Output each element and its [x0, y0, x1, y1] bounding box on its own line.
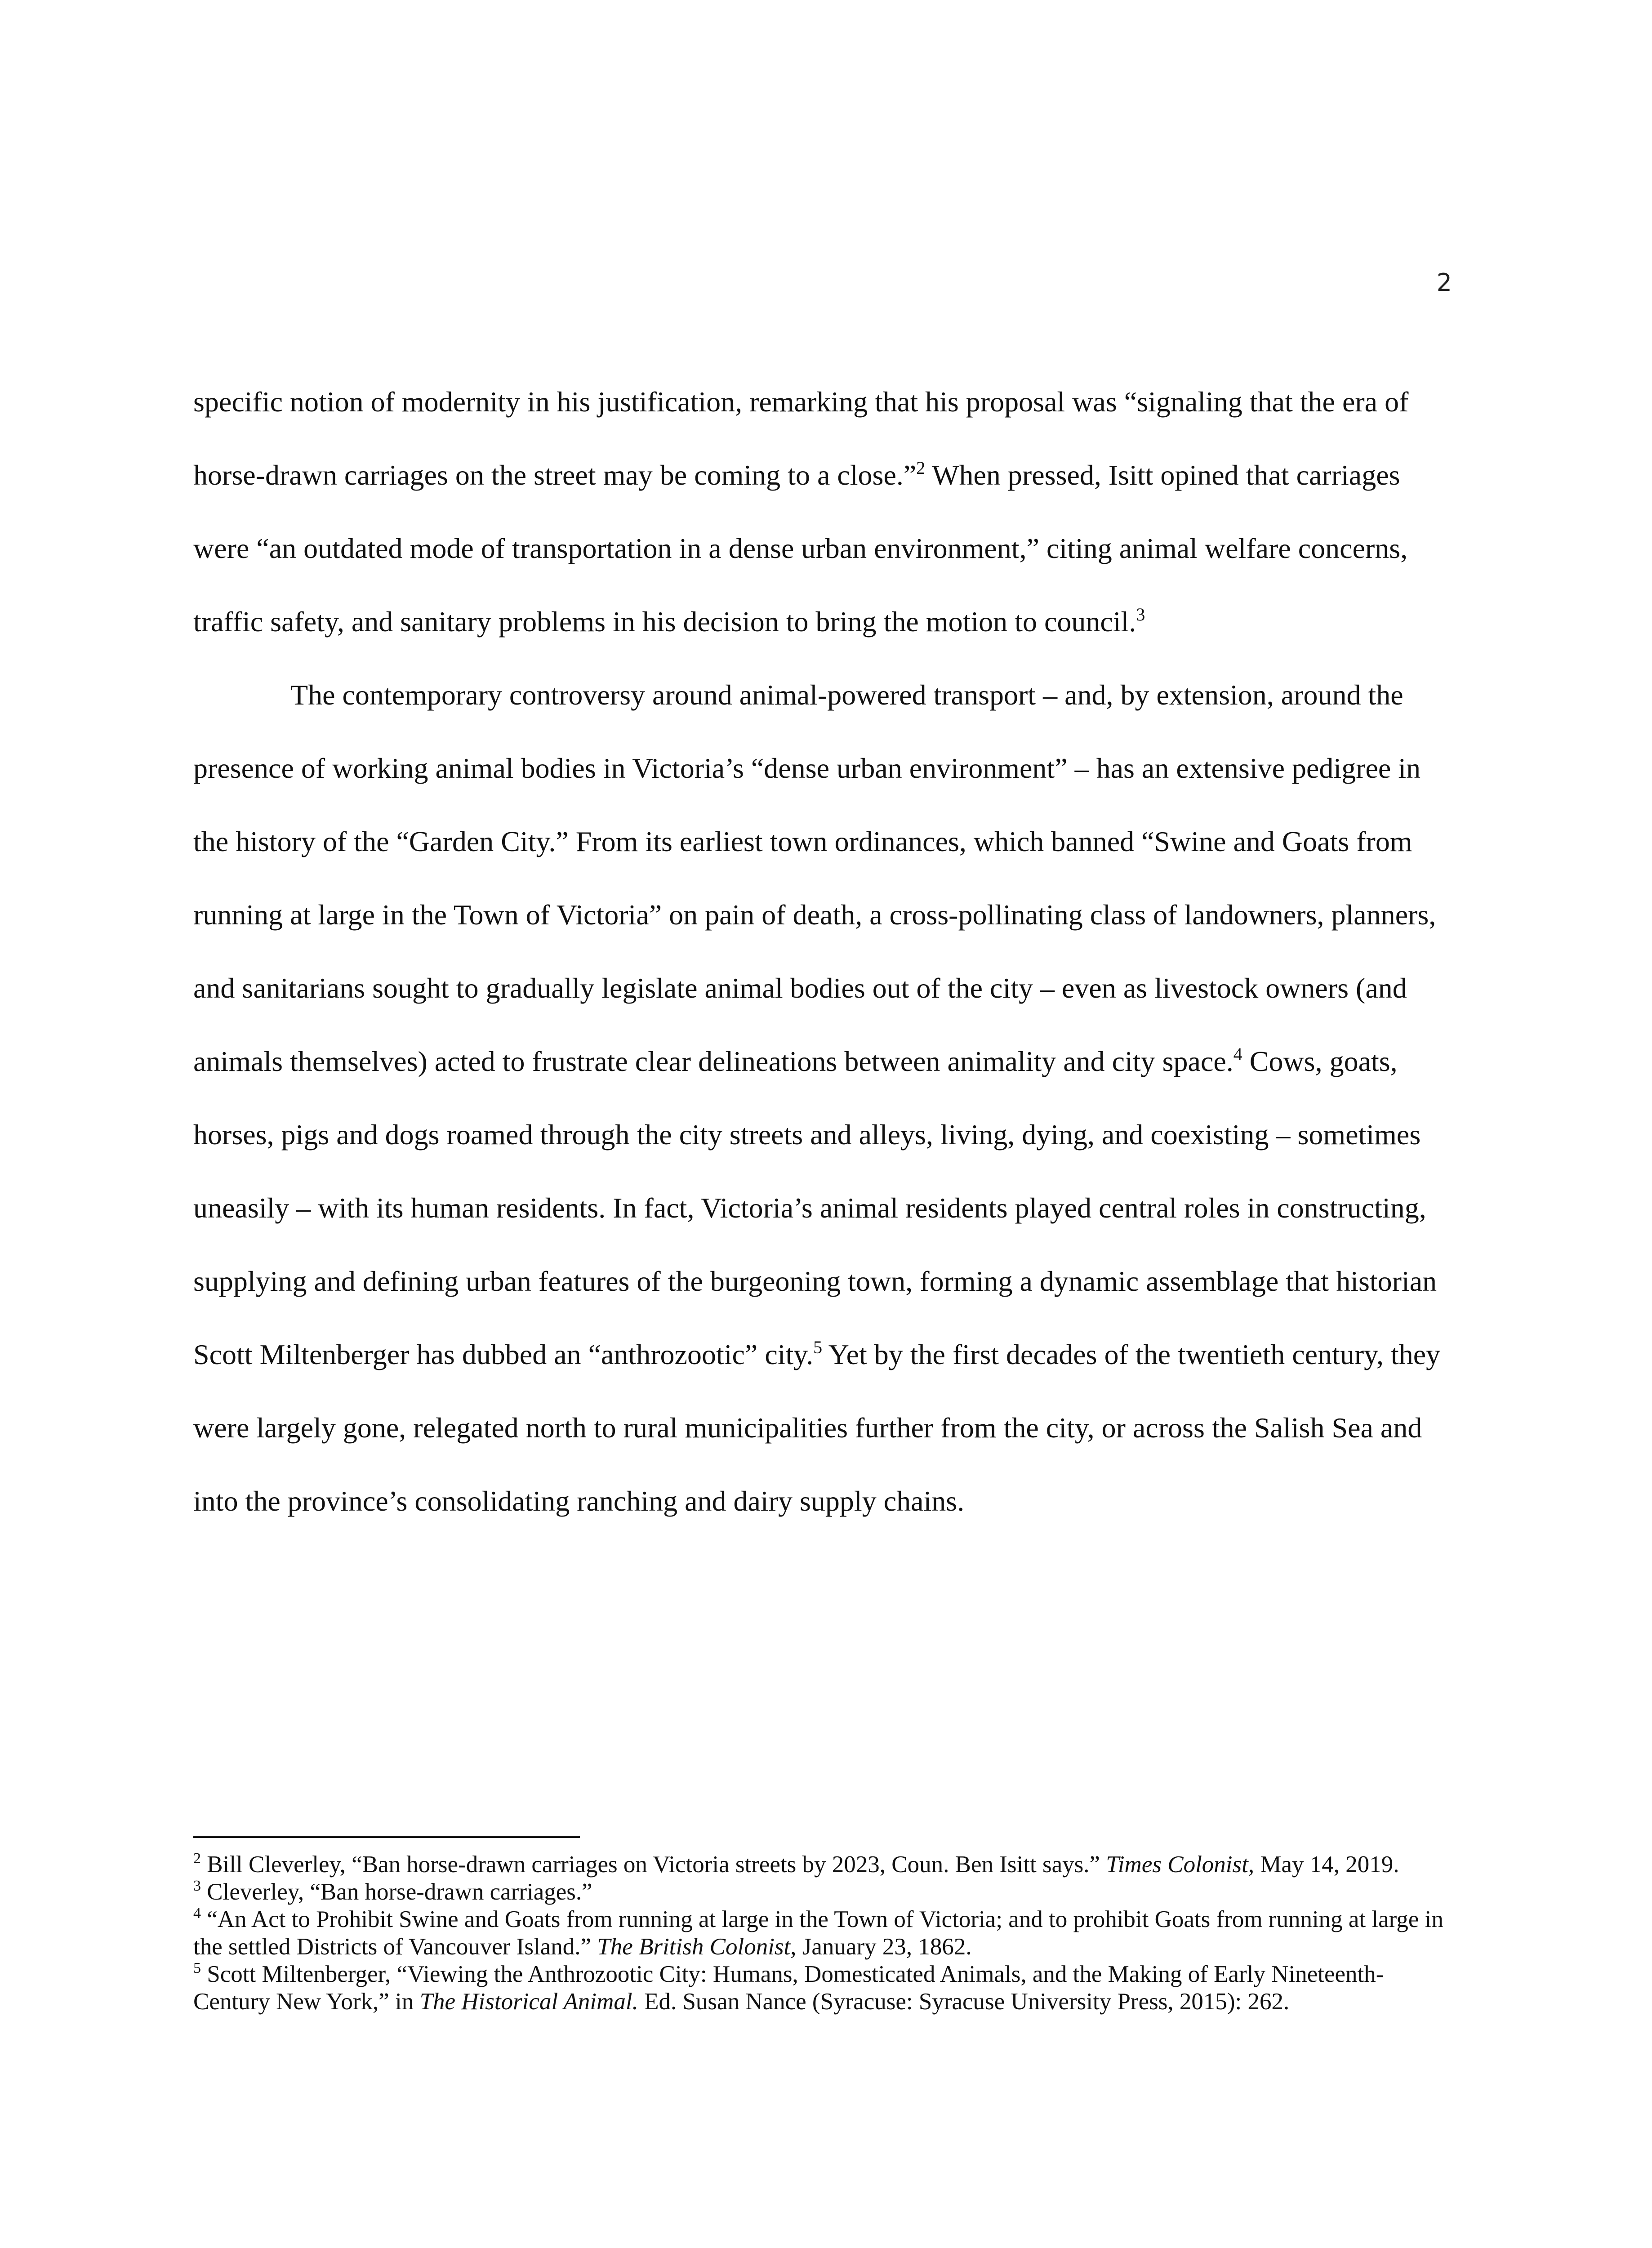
footnote-number: 2 [193, 1850, 201, 1867]
paragraph-2 [193, 658, 1456, 1538]
footnote-source-title: The Historical Animal. [419, 1989, 638, 2015]
footnote-4 [193, 1906, 1456, 1961]
paragraph-2-text-b: Cows, goats, horses, pigs and dogs roamed through the city streets and alleys, living, dying, and coexisting – sometimes uneasily – with its human residents. In fact, Victoria’s animal residents played central roles in constructing, supplying and defining urban features of the burgeoning town, forming a dynamic assemblage that historian Scott Miltenberger has dubbed an “anthrozootic” city. [193, 1045, 1437, 1370]
footnote-separator [193, 1836, 580, 1838]
footnote-number: 3 [193, 1878, 201, 1894]
footnote-text: Ed. Susan Nance (Syracuse: Syracuse University Press, 2015): 262. [638, 1989, 1290, 2015]
footnote-ref-2: 2 [916, 458, 926, 478]
footnote-5 [193, 1961, 1456, 2016]
footnote-source-title: Times Colonist [1106, 1851, 1248, 1878]
footnote-ref-5: 5 [813, 1337, 823, 1357]
footnotes [193, 1851, 1456, 2016]
footnote-3 [193, 1878, 1456, 1906]
paragraph-2-text-a: The contemporary controversy around animal-powered transport – and, by extension, around the presence of working animal bodies in Victoria’s “dense urban environment” – has an extensive pedigree in the history of the “Garden City.” From its earliest town ordinances, which banned “Swine and Goats from running at large in the Town of Victoria” on pain of death, a cross-pollinating class of landowners, planners, and sanitarians sought to gradually legislate animal bodies out of the city – even as livestock owners (and animals themselves) acted to frustrate clear delineations between animality and city space. [193, 679, 1436, 1077]
body-text [193, 365, 1456, 1538]
footnote-number: 4 [193, 1905, 201, 1922]
page-number: 2 [1436, 268, 1452, 297]
footnote-ref-3: 3 [1136, 604, 1145, 624]
paragraph-1-text-a: specific notion of modernity in his justification, remarking that his proposal was “signaling that the era of horse-drawn carriages on the street may be coming to a close.” [193, 386, 1409, 491]
footnote-ref-4: 4 [1233, 1044, 1242, 1064]
paragraph-1-text-b: When pressed, Isitt opined that carriages were “an outdated mode of transportation in a dense urban environment,” citing animal welfare concerns, traffic safety, and sanitary problems in his decision to bring the motion to council. [193, 459, 1408, 638]
footnote-text: , January 23, 1862. [790, 1934, 972, 1960]
footnote-text: Scott Miltenberger, “Viewing the Anthrozootic City: Humans, Domesticated Animals, and the Making of Early Nineteenth-Century New York,” in [193, 1961, 1384, 2015]
footnote-source-title: The British Colonist [597, 1934, 791, 1960]
footnote-text: , May 14, 2019. [1248, 1851, 1399, 1878]
footnote-text: Bill Cleverley, “Ban horse-drawn carriages on Victoria streets by 2023, Coun. Ben Isitt says.” [201, 1851, 1106, 1878]
paragraph-2-text-c: Yet by the first decades of the twentieth century, they were largely gone, relegated north to rural municipalities further from the city, or across the Salish Sea and into the province’s consolidating ranching and dairy supply chains. [193, 1338, 1441, 1517]
paragraph-1 [193, 365, 1456, 658]
footnote-2 [193, 1851, 1456, 1878]
footnote-text: “An Act to Prohibit Swine and Goats from running at large in the Town of Victoria; and to prohibit Goats from running at large in the settled Districts of Vancouver Island.” [193, 1906, 1443, 1960]
footnote-text: Cleverley, “Ban horse-drawn carriages.” [201, 1879, 592, 1905]
footnote-number: 5 [193, 1960, 201, 1976]
